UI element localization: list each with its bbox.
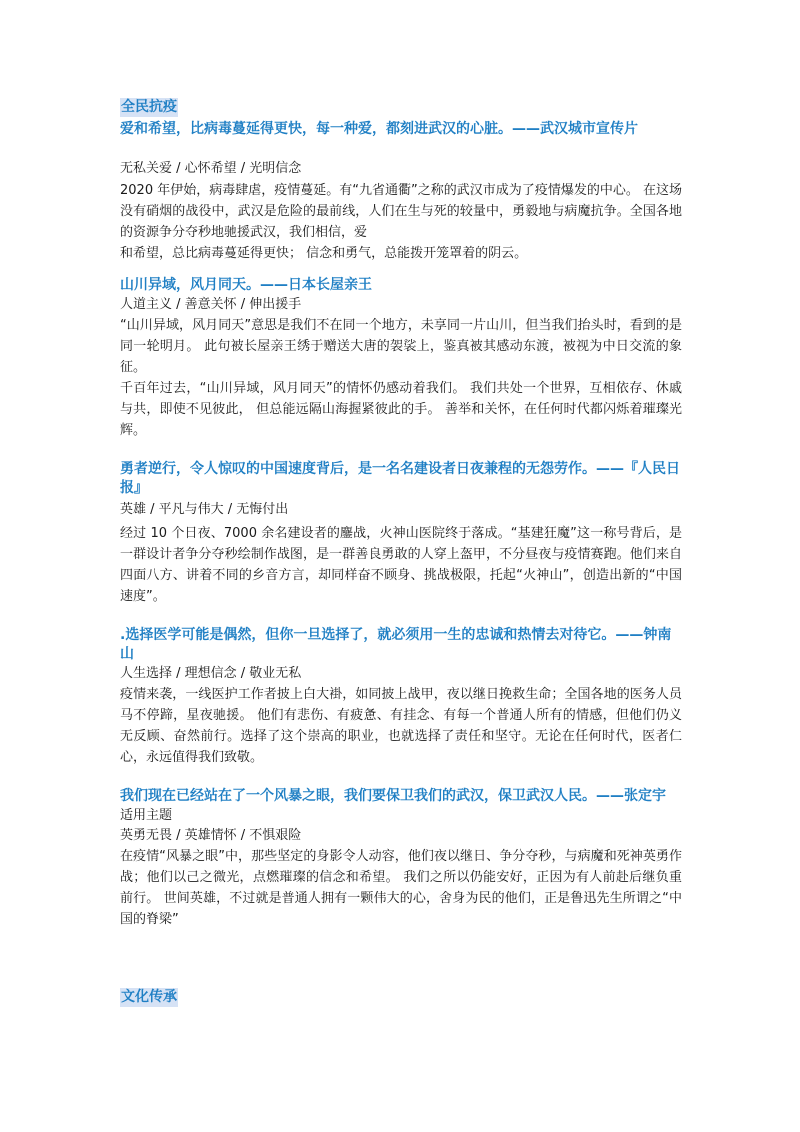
section-medical-choice (120, 626, 682, 768)
quote-title: 勇者逆行，令人惊叹的中国速度背后，是一名名建设者日夜兼程的无怨劳作。——『人民日报』 (120, 461, 680, 496)
body-paragraph: 2020 年伊始，病毒肆虐，疫情蔓延。有“九省通衢”之称的武汉市成为了疫情爆发的中心。 在这场没有硝烟的战役中，武汉是危险的最前线，人们在生与死的较量中，勇毅地与病魔抗争。全国各地的资源争分夺秒地驰援武汉，我们相信，爱 (120, 183, 682, 240)
body-paragraph: 千百年过去，“山川异域，风月同天”的情怀仍感动着我们。 我们共处一个世界，互相依存、休戚与共，即使不见彼此， 但总能远隔山海握紧彼此的手。 善举和关怀，在任何时代都闪烁着璀璨光辉。 (120, 381, 682, 438)
theme-tags: 英勇无畏 / 英雄情怀 / 不惧艰险 (120, 828, 302, 843)
quote-title: 山川异域，风月同天。——日本长屋亲王 (120, 277, 372, 293)
theme-tags: 无私关爱 / 心怀希望 / 光明信念 (120, 161, 302, 176)
document-page (120, 96, 682, 1007)
section-mountains-rivers (120, 276, 682, 441)
chapter-heading-text: 文化传承 (121, 989, 177, 1005)
body-paragraph: 在疫情“风暴之眼”中，那些坚定的身影令人动容，他们夜以继日、争分夺秒，与病魔和死神英勇作战；他们以己之微光，点燃璀璨的信念和希望。 我们之所以仍能安好，正因为有人前赴后继负重前行。 世间英雄，不过就是普通人拥有一颗伟大的心，舍身为民的他们，正是鲁迅先生所谓之“中国的脊梁” (120, 849, 682, 927)
applicable-theme-label: 适用主题 (120, 808, 173, 823)
quote-title: 爱和希望，比病毒蔓延得更快，每一种爱，都刻进武汉的心脏。——武汉城市宣传片 (120, 121, 638, 137)
theme-tags: 人道主义 / 善意关怀 / 伸出援手 (120, 297, 302, 312)
section-fight-epidemic (120, 96, 682, 264)
body-paragraph: 疫情来袭，一线医护工作者披上白大褂，如同披上战甲，夜以继日挽救生命；全国各地的医务人员马不停蹄，星夜驰援。 他们有悲伤、有疲惫、有挂念、有每一个普通人所有的情感，但他们仍义无反顾、奋然前行。选择了这个崇高的职业，也就选择了责任和坚守。无论在任何时代，医者仁心，永远值得我们致敬。 (120, 687, 682, 765)
chapter-heading-text: 全民抗疫 (121, 99, 177, 115)
section-china-speed (120, 460, 682, 607)
body-paragraph: 经过 10 个日夜、7000 余名建设者的鏖战，火神山医院终于落成。“基建狂魔”这一称号背后，是一群设计者争分夺秒绘制作战图，是一群善良勇敢的人穿上盔甲，不分昼夜与疫情赛跑。他们来自四面八方、讲着不同的乡音方言，却同样奋不顾身、挑战极限，托起“火神山”，创造出新的“中国速度”。 (120, 526, 682, 604)
body-paragraph: 和希望，总比病毒蔓延得更快； 信念和勇气，总能拨开笼罩着的阴云。 (120, 246, 528, 261)
quote-title: 我们现在已经站在了一个风暴之眼，我们要保卫我们的武汉，保卫武汉人民。——张定宇 (120, 788, 666, 804)
theme-tags: 人生选择 / 理想信念 / 敬业无私 (120, 666, 302, 681)
body-paragraph: “山川异域，风月同天”意思是我们不在同一个地方，未享同一片山川，但当我们抬头时，看到的是同一轮明月。 此句被长屋亲王绣于赠送大唐的袈裟上，鉴真被其感动东渡，被视为中日交流的象征。 (120, 318, 682, 375)
quote-title: .选择医学可能是偶然，但你一旦选择了，就必须用一生的忠诚和热情去对待它。——钟南山 (120, 627, 672, 662)
section-culture-heritage (120, 986, 682, 1007)
chapter-heading (120, 96, 682, 117)
theme-tags: 英雄 / 平凡与伟大 / 无悔付出 (120, 502, 289, 517)
section-storm-eye (120, 787, 682, 930)
